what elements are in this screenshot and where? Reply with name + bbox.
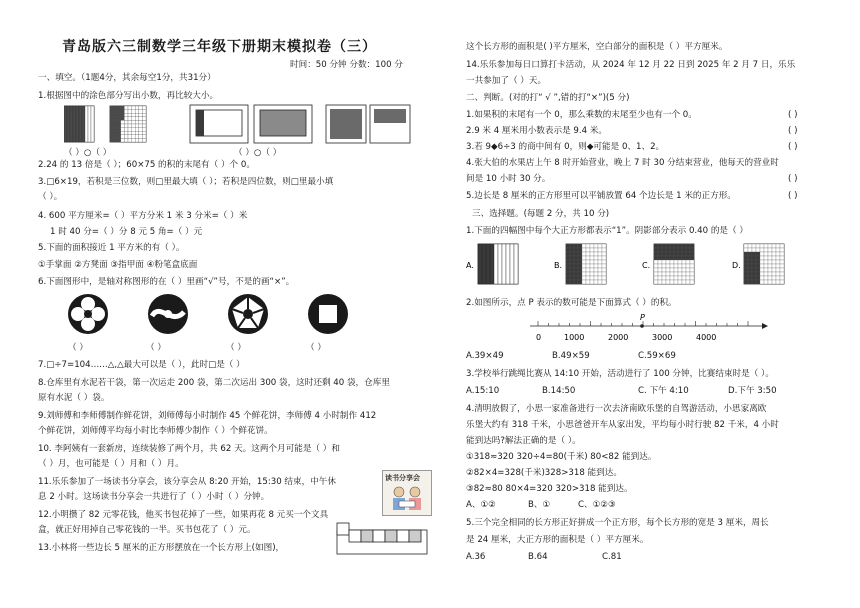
choice-1-label-b: B. [554, 261, 563, 270]
page-title: 青岛版六三制数学三年级下册期末模拟卷（三） [62, 39, 377, 55]
choice-3-option-c[interactable]: C. 下午 4:10 [638, 386, 689, 396]
question-11: 11.乐乐参加了一场读书分享会，该分享会从 8:20 开始，15:30 结束，中午休 [38, 477, 336, 487]
choice-4-solution-2: ②82×4=328(千米)328>318 能到达。 [466, 468, 622, 478]
judge-3-answer[interactable]: ( ) [788, 142, 798, 152]
question-3-cont: （ ）。 [38, 192, 63, 202]
question-8-cont: 原有水泥（ ）袋。 [38, 393, 110, 403]
choice-1-figures [466, 240, 838, 288]
question-14-cont: 一共参加了（ ）天。 [466, 76, 547, 86]
choice-3: 3.学校举行跳绳比赛从 14:10 开始，活动进行了 100 分钟，比赛结束时是（ ）。 [466, 369, 774, 379]
q1-figure-grid [110, 106, 146, 142]
question-13-cont: 这个长方形的面积是( )平方厘米，空白部分的面积是（ ）平方厘米。 [466, 42, 728, 52]
number-line [526, 312, 776, 344]
reading-event-sign: 读书分享会 [385, 474, 420, 482]
choice-4-cont-1: 乐堡大约有 318 千米，小思爸爸开车从家出发，平均每小时行驶 82 千米，4 小时 [466, 420, 779, 430]
judge-4-cont: 间是 10 小时 30 分。 [466, 174, 551, 184]
choice-5-option-a[interactable]: A.36 [466, 552, 486, 562]
q6-symbols [66, 290, 366, 342]
judge-2-answer[interactable]: ( ) [788, 126, 798, 136]
q13-figure [336, 522, 430, 558]
choice-1-figure-a [478, 244, 518, 284]
numline-label-4000: 4000 [696, 333, 717, 342]
reading-event-image [382, 470, 432, 516]
choice-5-option-b[interactable]: B.64 [528, 552, 548, 562]
q6-answer-3[interactable]: （ ） [226, 343, 246, 353]
choice-4: 4.清明放假了，小思一家准备进行一次去济南欧乐堡的自驾游活动，小思家离欧 [466, 404, 767, 414]
choice-5: 5.三个完全相同的长方形正好拼成一个正方形，每个长方形的宽是 3 厘米，周长 [466, 518, 769, 528]
q6-symbol-3 [228, 294, 268, 334]
choice-4-option-a[interactable]: A、①② [466, 500, 496, 510]
q6-answer-2[interactable]: （ ） [146, 343, 166, 353]
question-7: 7.□÷7=104……△,△最大可以是（ ），此时□是（ ） [38, 360, 245, 370]
question-13: 13.小林将一些边长 5 厘米的正方形摆放在一个长方形上(如图)， [38, 543, 285, 553]
choice-1-figure-d [744, 244, 784, 284]
choice-1-label-d: D. [732, 261, 741, 270]
question-4: 4. 600 平方厘米=（ ）平方分米 1 米 3 分米=（ ）米 [38, 211, 248, 221]
section-judge: 二、判断。(对的打“ √ ”,错的打“×”)(5 分) [466, 93, 630, 103]
judge-2: 2.9 米 4 厘米用小数表示是 9.4 米。 [466, 126, 607, 136]
question-10: 10. 李阿姨有一套新房，连续装修了两个月，共 62 天。这两个月可能是（ ）和 [38, 444, 340, 454]
choice-4-cont-2: 能到达吗?解法正确的是（ ）。 [466, 436, 581, 446]
q6-symbol-2 [148, 294, 188, 334]
q6-symbol-4 [308, 294, 348, 334]
q6-answer-4[interactable]: （ ） [306, 343, 326, 353]
choice-1-figure-c [654, 244, 694, 284]
judge-3: 3.若 9◆6÷3 的商中间有 0，则◆可能是 0、1、2。 [466, 142, 665, 152]
q1-figure-bars [190, 105, 312, 143]
numline-label-2000: 2000 [608, 333, 629, 342]
question-11-cont: 息 2 小时。这场读书分享会一共进行了（ ）小时（ ）分钟。 [38, 492, 270, 502]
judge-5: 5.边长是 8 厘米的正方形里可以平铺放置 64 个边长是 1 米的正方形。 [466, 191, 736, 201]
question-1: 1.根据图中的涂色部分写出小数，再比较大小。 [38, 91, 219, 101]
choice-2-option-b[interactable]: B.49×59 [552, 351, 590, 361]
question-5: 5.下面的面积接近 1 平方米的有（ ）。 [38, 243, 185, 253]
judge-1: 1.如果积的末尾有一个 0，那么乘数的末尾至少也有一个 0。 [466, 110, 697, 120]
numline-label-1000: 1000 [564, 333, 585, 342]
judge-4-answer[interactable]: ( ) [788, 174, 798, 184]
judge-4: 4.张大伯的水果店上午 8 时开始营业，晚上 7 时 30 分结束营业，他每天的营业时 [466, 158, 779, 168]
choice-1-label-c: C. [642, 261, 651, 270]
judge-1-answer[interactable]: ( ) [788, 110, 798, 120]
choice-1-label-a: A. [466, 261, 474, 270]
choice-3-option-a[interactable]: A.15:10 [466, 386, 500, 396]
question-6: 6.下面图形中，是轴对称图形的在（ ）里画“√”号，不是的画“×”。 [38, 277, 295, 287]
point-p [640, 324, 644, 328]
q1-figures [64, 104, 414, 148]
choice-2-option-a[interactable]: A.39×49 [466, 351, 504, 361]
choice-1-figure-b [566, 244, 606, 284]
q6-symbol-1 [68, 294, 108, 334]
question-4-cont: 1 时 40 分=（ ）分 8 元 5 角=（ ）元 [50, 227, 203, 237]
q1-figure-columns [64, 106, 94, 142]
exam-meta: 时间：50 分钟 分数：100 分 [290, 60, 403, 70]
choice-2-option-c[interactable]: C.59×69 [638, 351, 676, 361]
choice-4-option-b[interactable]: B、① [528, 500, 551, 510]
choice-4-solution-3: ③82≈80 80×4=320 320>318 能到达。 [466, 484, 633, 494]
children-reading-icon [387, 485, 427, 513]
choice-4-solution-1: ①318≈320 320÷4=80(千米) 80<82 能到达。 [466, 452, 657, 462]
judge-5-answer[interactable]: ( ) [788, 191, 798, 201]
choice-1: 1.下面的四幅图中每个大正方形都表示“1”。阴影部分表示 0.40 的是（ ） [466, 226, 748, 236]
choice-5-option-c[interactable]: C.81 [602, 552, 622, 562]
section-fill-in: 一、填空。（1题4分，其余每空1分，共31分） [38, 73, 216, 83]
choice-3-option-d[interactable]: D.下午 3:50 [728, 386, 777, 396]
choice-5-cont: 是 24 厘米，大正方形的面积是（ ）平方厘米。 [466, 535, 649, 545]
point-p-label: P [640, 313, 645, 322]
q1-compare-a[interactable]: （ ）○（ ） [64, 148, 112, 158]
question-10-cont: （ ）月，也可能是（ ）月和（ ）月。 [38, 459, 184, 469]
question-9-cont: 个鲜花饼，刘师傅平均每小时比李师傅少制作（ ）个鲜花饼。 [38, 426, 273, 436]
question-12: 12.小明攒了 82 元零花钱，他买书包花掉了一些，如果再花 8 元买一个文具 [38, 510, 329, 520]
choice-4-option-c[interactable]: C、①②③ [578, 500, 616, 510]
question-12-cont: 盒，就正好用掉自己零花钱的一半。买书包花了（ ）元。 [38, 525, 256, 535]
question-3: 3.□6×19，若积是三位数，则□里最大填（ ）；若积是四位数，则□里最小填 [38, 177, 334, 187]
choice-3-option-b[interactable]: B.14:50 [542, 386, 576, 396]
question-14: 14.乐乐参加每日口算打卡活动，从 2024 年 12 月 22 日到 2025 年 2 月 7 日，乐乐 [466, 60, 796, 70]
q1-compare-b[interactable]: （ ）○（ ） [234, 148, 282, 158]
question-2: 2.24 的 13 倍是（ ）；60×75 的积的末尾有（ ）个 0。 [38, 160, 255, 170]
q1-figure-squares [326, 105, 410, 143]
section-choice: 三、选择题。(每题 2 分，共 10 分) [472, 209, 610, 219]
numline-label-3000: 3000 [652, 333, 673, 342]
numline-label-0: 0 [536, 333, 542, 342]
choice-2: 2.如图所示，点 P 表示的数可能是下面算式（ ）的积。 [466, 298, 677, 308]
question-8: 8.仓库里有水泥若干袋，第一次运走 200 袋，第二次运出 300 袋，这时还剩 40 袋，仓库里 [38, 378, 390, 388]
q6-answer-1[interactable]: （ ） [68, 343, 88, 353]
question-5-options: ①手掌面 ②方凳面 ③指甲面 ④粉笔盒底面 [38, 260, 198, 270]
question-9: 9.刘师傅和李师傅制作鲜花饼，刘师傅每小时制作 45 个鲜花饼，李师傅 4 小时制作 412 [38, 411, 377, 421]
